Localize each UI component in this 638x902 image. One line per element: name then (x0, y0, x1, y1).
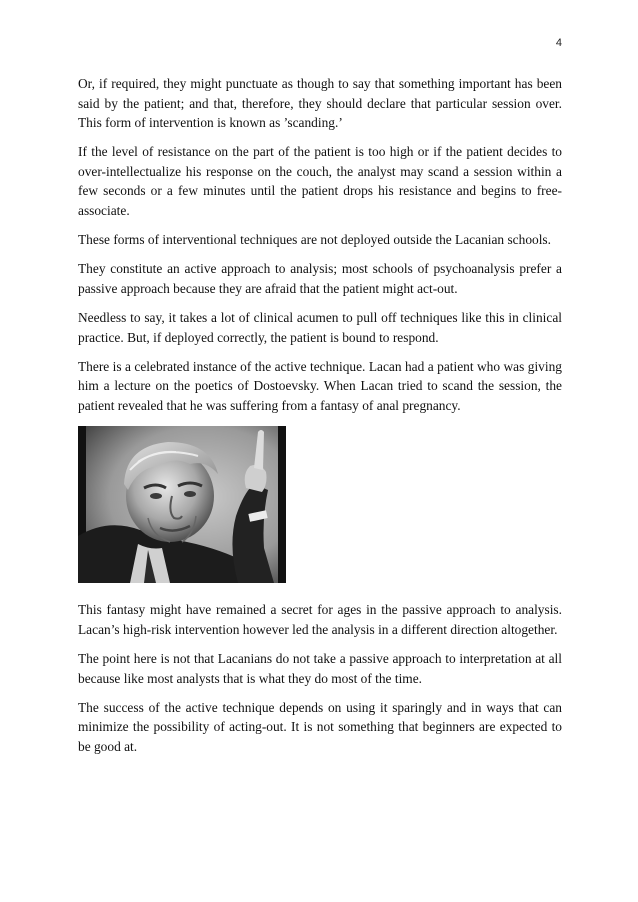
document-body (78, 74, 562, 766)
paragraph: Or, if required, they might punctuate as though to say that something important has been said by the patient; and that, therefore, they should declare that particular session over. This form of intervention is known as ’scanding.’ (78, 76, 562, 131)
paragraph: They constitute an active approach to analysis; most schools of psychoanalysis prefer a passive approach because they are afraid that the patient might act-out. (78, 261, 562, 296)
paragraph: Needless to say, it takes a lot of clinical acumen to pull off techniques like this in clinical practice. But, if deployed correctly, the patient is bound to respond. (78, 309, 562, 345)
portrait-illustration (78, 426, 286, 583)
portrait-photo (78, 426, 286, 583)
paragraph: There is a celebrated instance of the active technique. Lacan had a patient who was giving him a lecture on the poetics of Dostoevsky. When Lacan tried to scand the session, the patient revealed that he was suffering from a fantasy of anal pregnancy. (78, 358, 562, 413)
page-number: 4 (555, 37, 562, 49)
paragraph: The point here is not that Lacanians do not take a passive approach to interpretation at all because like most analysts that is what they do most of the time. (78, 651, 562, 686)
paragraph: These forms of interventional techniques are not deployed outside the Lacanian schools. (78, 232, 551, 248)
paragraph: The success of the active technique depends on using it sparingly and in ways that can minimize the possibility of acting-out. It is not something that beginners are expected to be good at. (78, 699, 562, 754)
paragraph: If the level of resistance on the part of the patient is too high or if the patient decides to over-intellectualize his response on the couch, the analyst may scand a session within a few seconds or a few minutes until the patient drops his resistance and begins to free-associate. (78, 144, 562, 219)
paragraph: This fantasy might have remained a secret for ages in the passive approach to analysis. Lacan’s high-risk intervention however led the analysis in a different direction altogether. (78, 602, 562, 637)
